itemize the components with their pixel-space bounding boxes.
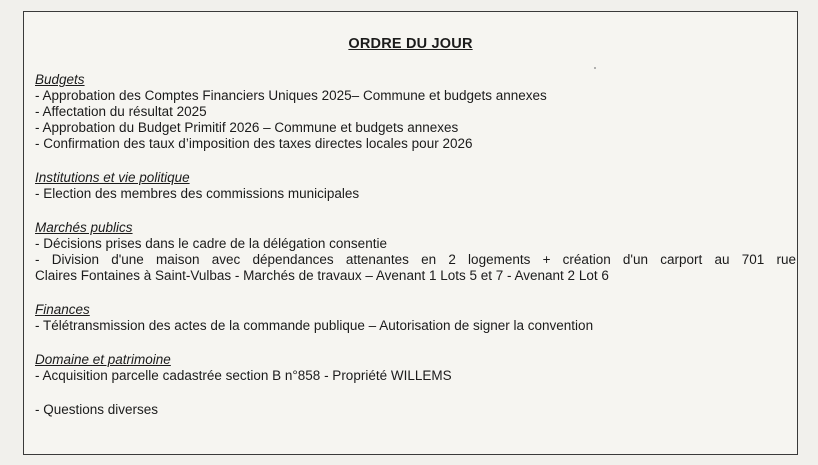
section-finances [35, 302, 797, 334]
agenda-item: - Affectation du résultat 2025 [35, 104, 207, 119]
page-title: ORDRE DU JOUR [348, 36, 473, 52]
scan-speck [594, 67, 596, 69]
agenda-item: - Approbation des Comptes Financiers Uniques 2025– Commune et budgets annexes [35, 88, 547, 103]
agenda-item-line-2: Claires Fontaines à Saint-Vulbas - Marchés de travaux – Avenant 1 Lots 5 et 7 - Avenant 2 Lot 6 [35, 268, 609, 283]
section-marches-publics [35, 220, 797, 284]
agenda-item: - Télétransmission des actes de la commande publique – Autorisation de signer la convention [35, 318, 594, 333]
section-heading: Domaine et patrimoine [35, 352, 171, 367]
section-heading: Marchés publics [35, 220, 133, 235]
section-institutions [35, 170, 797, 202]
agenda-item-line-1: - Division d'une maison avec dépendances attenantes en 2 logements + création d'un carport au 701 rue [35, 252, 796, 267]
section-domaine-patrimoine [35, 352, 797, 384]
agenda-item-multiline [35, 252, 797, 284]
section-heading: Institutions et vie politique [35, 170, 190, 185]
agenda-frame [23, 11, 798, 455]
agenda-item: - Election des membres des commissions municipales [35, 186, 360, 201]
agenda-item: - Acquisition parcelle cadastrée section B n°858 - Propriété WILLEMS [35, 368, 452, 383]
agenda-sections [35, 72, 797, 418]
section-heading: Finances [35, 302, 90, 317]
section-heading: Budgets [35, 72, 85, 87]
agenda-item: - Confirmation des taux d’imposition des taxes directes locales pour 2026 [35, 136, 473, 151]
agenda-item: - Approbation du Budget Primitif 2026 – Commune et budgets annexes [35, 120, 459, 135]
closing-item: - Questions diverses [35, 402, 159, 417]
agenda-item: - Décisions prises dans le cadre de la délégation consentie [35, 236, 387, 251]
section-budgets [35, 72, 797, 152]
